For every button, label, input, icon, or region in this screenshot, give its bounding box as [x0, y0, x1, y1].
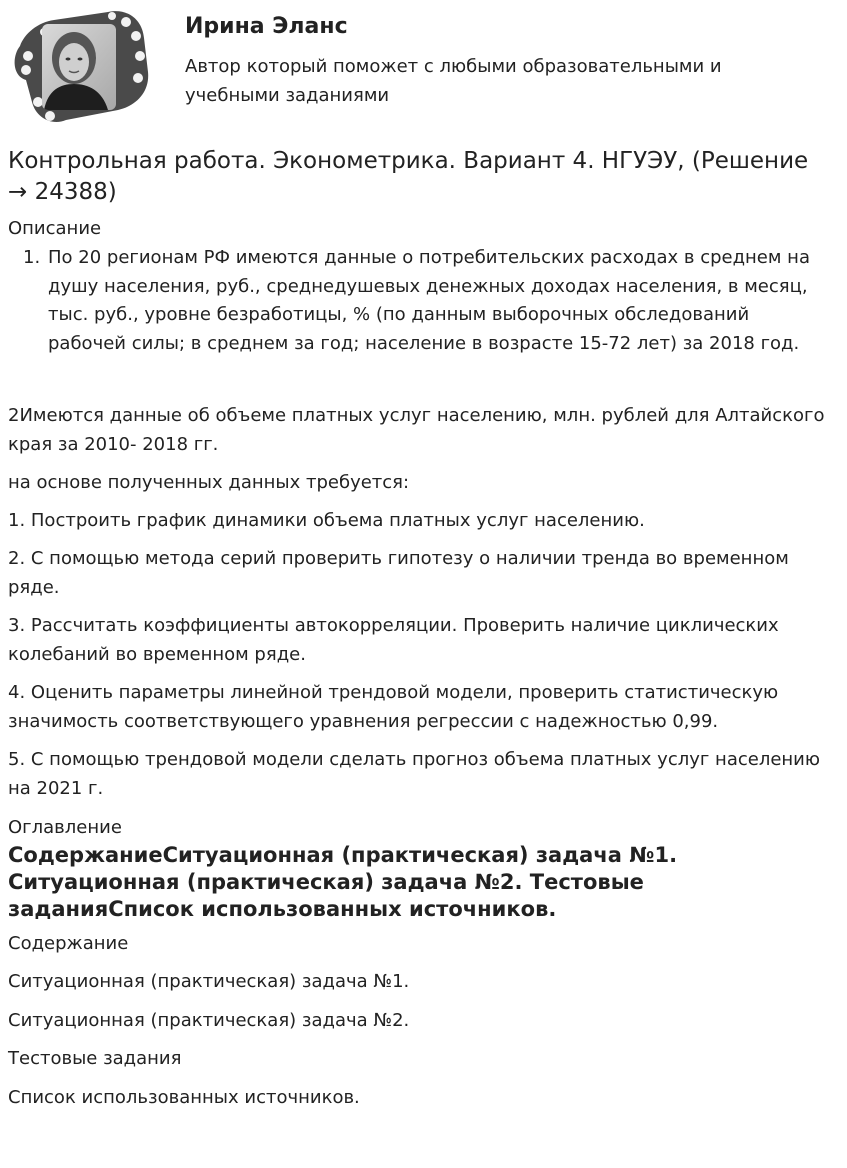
task-intro-paragraph: 2Имеются данные об объеме платных услуг населению, млн. рублей для Алтайского края за 2010- 2018 гг. [8, 405, 825, 455]
author-avatar[interactable] [8, 6, 153, 128]
author-description: Автор который поможет с любыми образовательными и учебными заданиями [185, 56, 722, 106]
author-name[interactable]: Ирина Эланс [185, 14, 348, 39]
toc-summary: СодержаниеСитуационная (практическая) задача №1. Ситуационная (практическая) задача №2. Тестовые заданияСписок использованных источников. [8, 843, 678, 921]
toc-item-sources: Список использованных источников. [8, 1087, 360, 1108]
toc-item-task-2: Ситуационная (практическая) задача №2. [8, 1010, 410, 1031]
requirement-2: 2. С помощью метода серий проверить гипотезу о наличии тренда во временном ряде. [8, 548, 789, 598]
toc-item-task-1: Ситуационная (практическая) задача №1. [8, 971, 410, 992]
requirements-intro: на основе полученных данных требуется: [8, 472, 410, 493]
toc-heading: Оглавление [8, 817, 122, 838]
requirement-5: 5. С помощью трендовой модели сделать прогноз объема платных услуг населению на 2021 г. [8, 749, 821, 799]
description-item [23, 244, 828, 359]
author-header [8, 6, 838, 130]
description-item-text: По 20 регионам РФ имеются данные о потребительских расходах в среднем на душу населения, руб., среднедушевых денежных доходах населения, в месяц, тыс. руб., уровне безработицы, % (по данным выборочных обследований рабочей силы; в среднем за год; население в возрасте 15-72 лет) за 2018 год. [48, 247, 810, 355]
list-item-number: 1. [23, 247, 41, 268]
requirement-3: 3. Рассчитать коэффициенты автокорреляции. Проверить наличие циклических колебаний во временном ряде. [8, 615, 779, 665]
toc-item-contents: Содержание [8, 933, 129, 954]
requirement-4: 4. Оценить параметры линейной трендовой модели, проверить статистическую значимость соответствующего уравнения регрессии с надежностью 0,99. [8, 682, 779, 732]
requirement-1: 1. Построить график динамики объема платных услуг населению. [8, 510, 645, 531]
page-title: Контрольная работа. Эконометрика. Вариант 4. НГУЭУ, (Решение → 24388) [8, 148, 809, 205]
author-photo-icon [8, 6, 153, 128]
description-list [8, 244, 828, 359]
toc-item-tests: Тестовые задания [8, 1048, 182, 1069]
description-heading: Описание [8, 218, 102, 239]
